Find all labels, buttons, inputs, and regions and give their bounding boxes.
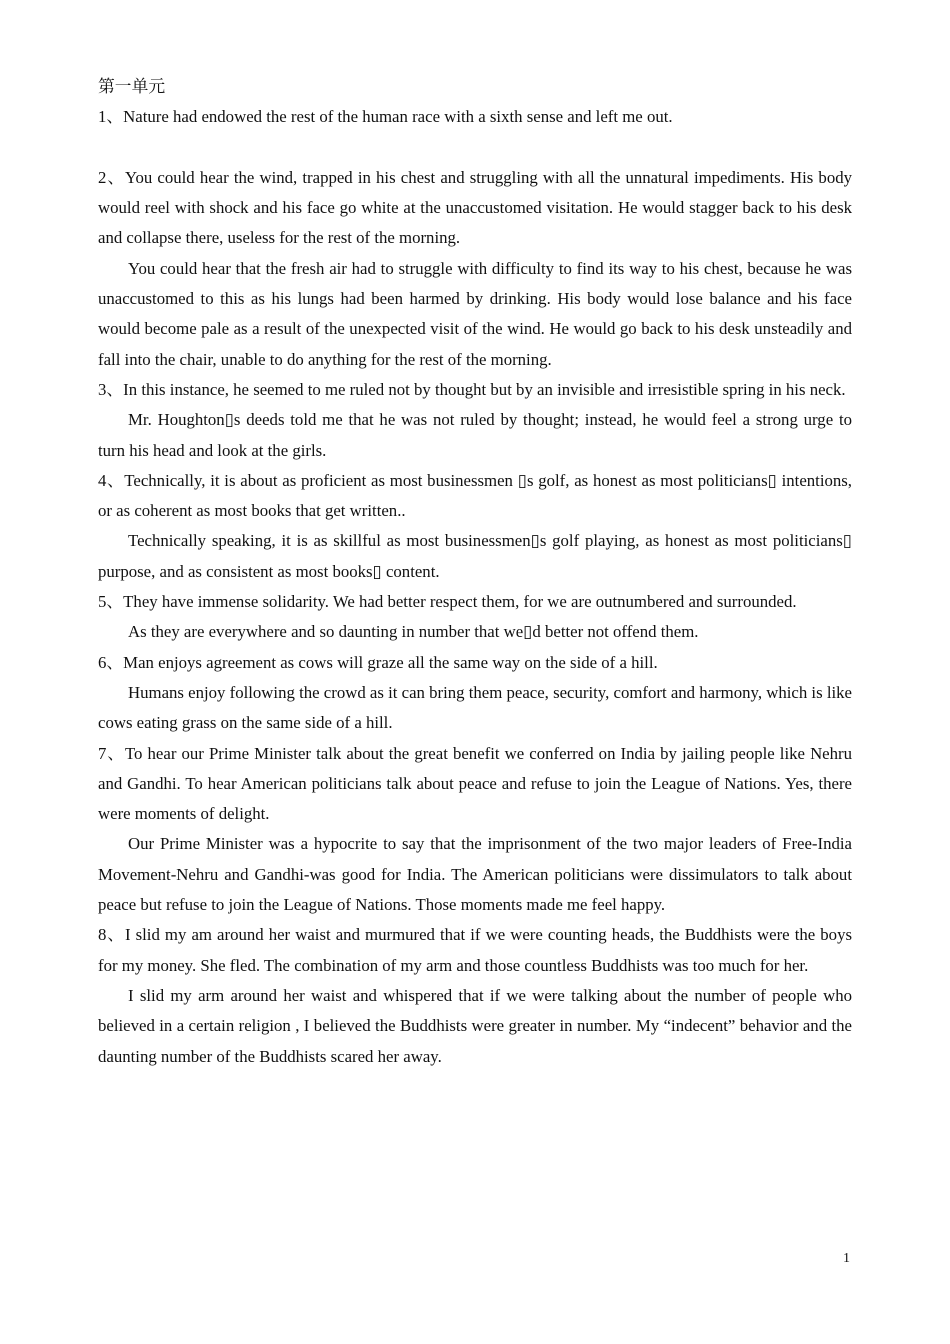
- sentence-8: 8、I slid my am around her waist and murmured that if we were counting heads, the Buddhists were the boys for my money. She fled. The combination of my arm and those countless Buddhists was too much for her.: [98, 925, 852, 975]
- document-body: [98, 72, 852, 1072]
- sentence-5: 5、They have immense solidarity. We had better respect them, for we are outnumbered and surrounded.: [98, 592, 797, 612]
- explanation-6: Humans enjoy following the crowd as it can bring them peace, security, comfort and harmony, which is like cows eating grass on the same side of a hill.: [98, 682, 852, 733]
- sentence-2: 2、You could hear the wind, trapped in his chest and struggling with all the unnatural impediments. His body would reel with shock and his face go white at the unaccustomed visitation. He would stagger back to his desk and collapse there, useless for the rest of the morning.: [98, 167, 852, 248]
- sentence-1: 1、Nature had endowed the rest of the human race with a sixth sense and left me out.: [98, 107, 673, 127]
- explanation-5: As they are everywhere and so daunting in number that we▯d better not offend them.: [128, 622, 699, 642]
- sentence-4: 4、Technically, it is about as proficient as most businessmen ▯s golf, as honest as most politicians▯ intentions, or as coherent as most books that get written..: [98, 470, 852, 521]
- explanation-2: You could hear that the fresh air had to struggle with difficulty to find its way to his chest, because he was unaccustomed to this as his lungs had been harmed by drinking. His body would lose balance and his face would become pale as a result of the unexpected visit of the wind. He would go back to his desk unsteadily and fall into the chair, unable to do anything for the rest of the morning.: [98, 258, 852, 369]
- explanation-3: Mr. Houghton▯s deeds told me that he was not ruled by thought; instead, he would feel a strong urge to turn his head and look at the girls.: [98, 410, 852, 460]
- explanation-7: Our Prime Minister was a hypocrite to say that the imprisonment of the two major leaders of Free-India Movement-Nehru and Gandhi-was good for India. The American politicians were dissimulators to talk about peace but refuse to join the League of Nations. Those moments made me feel happy.: [98, 834, 852, 915]
- explanation-4: Technically speaking, it is as skillful as most businessmen▯s golf playing, as honest as most politicians▯ purpose, and as consistent as most books▯ content.: [98, 531, 852, 581]
- blank-line: [98, 133, 852, 163]
- sentence-3: 3、In this instance, he seemed to me ruled not by thought but by an invisible and irresistible spring in his neck.: [98, 379, 846, 399]
- page-number: 1: [843, 1251, 850, 1266]
- explanation-8: I slid my arm around her waist and whispered that if we were talking about the number of people who believed in a certain religion , I believed the Buddhists were greater in number. My “indecent” behavior and the daunting number of the Buddhists scared her away.: [98, 985, 852, 1066]
- unit-heading: 第一单元: [98, 77, 166, 96]
- sentence-7: 7、To hear our Prime Minister talk about the great benefit we conferred on India by jailing people like Nehru and Gandhi. To hear American politicians talk about peace and refuse to join the League of Nations. Yes, there were moments of delight.: [98, 743, 852, 824]
- sentence-6: 6、Man enjoys agreement as cows will graze all the same way on the side of a hill.: [98, 652, 658, 672]
